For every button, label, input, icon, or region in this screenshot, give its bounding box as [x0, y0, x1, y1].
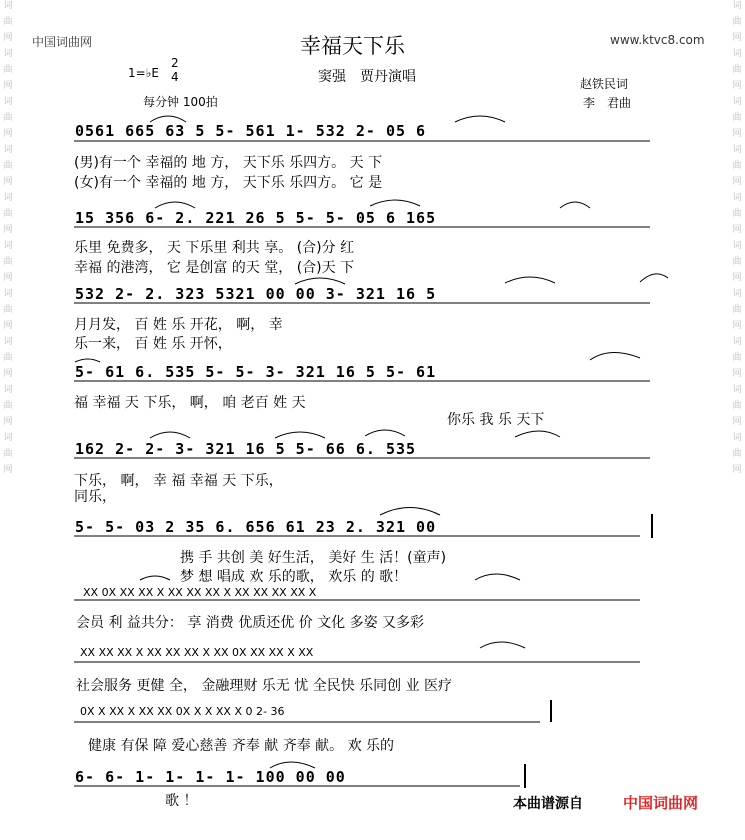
watermark-char: 网: [3, 321, 13, 331]
watermark-char: 词: [3, 97, 13, 107]
watermark-char: 网: [732, 273, 742, 283]
watermark-char: 网: [3, 225, 13, 235]
chant-row-3: 健康 有保 障 爱心慈善 齐奉 献 齐奉 献。 欢 乐的: [88, 738, 395, 754]
score-row-3: 532 2- 2. 323 5321 00 00 3- 321 16 5: [75, 285, 437, 303]
chant-row-2: 社会服务 更健 全， 金融理财 乐无 忧 全民快 乐同创 业 医疗: [76, 678, 453, 694]
watermark-char: 网: [3, 369, 13, 379]
lyricist: 赵铁民词: [580, 77, 629, 91]
watermark-char: 曲: [3, 209, 13, 219]
watermark-char: 词: [732, 337, 742, 347]
slur: [480, 642, 525, 648]
lyric-row-6b: 梦 想 唱成 欢 乐的歌， 欢乐 的 歌！: [180, 569, 408, 585]
lyric-row-5a: 下乐， 啊， 幸 福 幸福 天 下乐，: [74, 473, 283, 489]
time-signature-top: 2: [171, 56, 179, 70]
performers: 窦强 贾丹演唱: [318, 69, 416, 85]
watermark-char: 曲: [732, 401, 742, 411]
watermark-char: 网: [732, 225, 742, 235]
watermark-char: 曲: [3, 161, 13, 171]
score-row-5: 162 2- 2- 3- 321 16 5 5- 66 6. 535: [75, 440, 417, 458]
lyric-row-4a: 福 幸福 天 下乐， 啊， 咱 老百 姓 天: [74, 395, 306, 411]
watermark-char: 词: [3, 433, 13, 443]
lyric-row-5b: 同乐，: [74, 489, 116, 505]
slur: [505, 277, 555, 283]
watermark-char: 词: [3, 49, 13, 59]
watermark-char: 曲: [3, 449, 13, 459]
watermark-char: 网: [3, 81, 13, 91]
watermark-char: 网: [732, 417, 742, 427]
tempo-marking: 每分钟 100拍: [143, 95, 218, 109]
watermark-char: 词: [732, 433, 742, 443]
repeat-barline-1: [651, 514, 653, 538]
slur: [150, 432, 190, 438]
watermark-char: 曲: [732, 17, 742, 27]
score-row-1: 0561 665 63 5 5- 561 1- 532 2- 05 6: [75, 122, 427, 140]
watermark-char: 曲: [3, 17, 13, 27]
left-watermark: [1, 0, 15, 840]
rhythm-row-1: XX 0X XX XX X XX XX XX X XX XX XX XX X: [83, 586, 317, 599]
score-row-2: 15 356 6- 2. 221 26 5 5- 5- 05 6 165: [75, 209, 437, 227]
lyric-row-2b: 幸福 的港湾， 它 是创富 的天 堂， (合)天 下: [74, 260, 355, 276]
slur: [140, 576, 170, 580]
source-label: 本曲谱源自: [513, 796, 583, 812]
watermark-char: 词: [732, 241, 742, 251]
chant-row-1: 会员 利 益共分： 享 消费 优质还优 价 文化 多姿 又多彩: [76, 615, 425, 631]
slur: [295, 278, 345, 284]
watermark-char: 网: [732, 465, 742, 475]
watermark-char: 词: [732, 97, 742, 107]
watermark-char: 词: [3, 145, 13, 155]
watermark-char: 词: [732, 385, 742, 395]
lyric-row-1-female: (女)有一个 幸福的 地 方， 天下乐 乐四方。 它 是: [74, 175, 383, 191]
watermark-char: 曲: [732, 161, 742, 171]
rhythm-row-2: XX XX XX X XX XX XX X XX 0X XX XX X XX: [80, 646, 314, 659]
slur: [365, 430, 405, 436]
final-barline: [524, 764, 526, 788]
watermark-char: 曲: [732, 209, 742, 219]
watermark-char: 曲: [3, 65, 13, 75]
watermark-char: 词: [732, 1, 742, 11]
watermark-char: 曲: [3, 305, 13, 315]
key-signature: 1=♭E: [128, 66, 159, 80]
watermark-char: 网: [732, 321, 742, 331]
watermark-char: 网: [3, 417, 13, 427]
slur: [155, 202, 195, 208]
slur: [75, 359, 100, 362]
lyric-row-2a: 乐里 免费多， 天 下乐里 利共 享。 (合)分 红: [74, 240, 355, 256]
watermark-char: 词: [3, 193, 13, 203]
watermark-char: 曲: [732, 257, 742, 267]
watermark-char: 词: [732, 193, 742, 203]
watermark-char: 网: [3, 177, 13, 187]
watermark-char: 网: [3, 465, 13, 475]
slur: [475, 574, 520, 580]
lyric-row-6a: 携 手 共创 美 好生活， 美好 生 活！(童声): [180, 550, 447, 566]
lyric-row-1-male: (男)有一个 幸福的 地 方， 天下乐 乐四方。 天 下: [74, 155, 383, 171]
lyric-row-3a: 月月发， 百 姓 乐 开花， 啊， 幸: [74, 317, 283, 333]
watermark-char: 词: [732, 49, 742, 59]
slur: [515, 431, 560, 437]
composer: 李 君曲: [583, 96, 632, 110]
lyric-row-3b: 乐一来， 百 姓 乐 开怀，: [74, 336, 232, 352]
watermark-char: 词: [732, 289, 742, 299]
watermark-char: 曲: [3, 353, 13, 363]
score-row-7: 6- 6- 1- 1- 1- 1- 100 00 00: [75, 768, 346, 786]
lyric-row-7: 歌 ！: [165, 793, 198, 809]
right-watermark: [730, 0, 744, 840]
watermark-char: 曲: [732, 65, 742, 75]
watermark-char: 曲: [732, 305, 742, 315]
watermark-char: 网: [3, 33, 13, 43]
lyric-row-4b: 你乐 我 乐 天下: [447, 412, 545, 428]
watermark-char: 词: [3, 385, 13, 395]
watermark-char: 网: [732, 369, 742, 379]
watermark-char: 曲: [732, 113, 742, 123]
watermark-char: 词: [3, 1, 13, 11]
slur: [275, 432, 325, 438]
repeat-barline-2: [550, 700, 552, 722]
watermark-char: 词: [732, 145, 742, 155]
watermark-char: 网: [732, 33, 742, 43]
rhythm-row-3: 0X X XX X XX XX 0X X X XX X 0 2- 36: [80, 705, 285, 718]
watermark-char: 网: [3, 273, 13, 283]
score-row-4: 5- 61 6. 535 5- 5- 3- 321 16 5 5- 61: [75, 363, 437, 381]
song-title: 幸福天下乐: [300, 34, 405, 58]
watermark-char: 词: [3, 337, 13, 347]
slur: [640, 274, 668, 282]
source-site: 中国词曲网: [623, 794, 699, 812]
watermark-char: 曲: [3, 113, 13, 123]
slur: [455, 116, 505, 122]
score-row-6: 5- 5- 03 2 35 6. 656 61 23 2. 321 00: [75, 518, 437, 536]
watermark-char: 曲: [3, 401, 13, 411]
slur: [380, 508, 440, 516]
watermark-char: 网: [3, 129, 13, 139]
slur: [590, 352, 640, 360]
site-url-right: www.ktvc8.com: [610, 33, 705, 47]
watermark-char: 词: [3, 289, 13, 299]
watermark-char: 曲: [732, 353, 742, 363]
site-name-left: 中国词曲网: [32, 35, 93, 49]
watermark-char: 词: [3, 241, 13, 251]
watermark-char: 网: [732, 129, 742, 139]
slur: [560, 202, 590, 208]
time-signature-bottom: 4: [171, 70, 179, 84]
slur: [370, 200, 420, 206]
watermark-char: 曲: [3, 257, 13, 267]
watermark-char: 网: [732, 177, 742, 187]
watermark-char: 曲: [732, 449, 742, 459]
watermark-char: 网: [732, 81, 742, 91]
